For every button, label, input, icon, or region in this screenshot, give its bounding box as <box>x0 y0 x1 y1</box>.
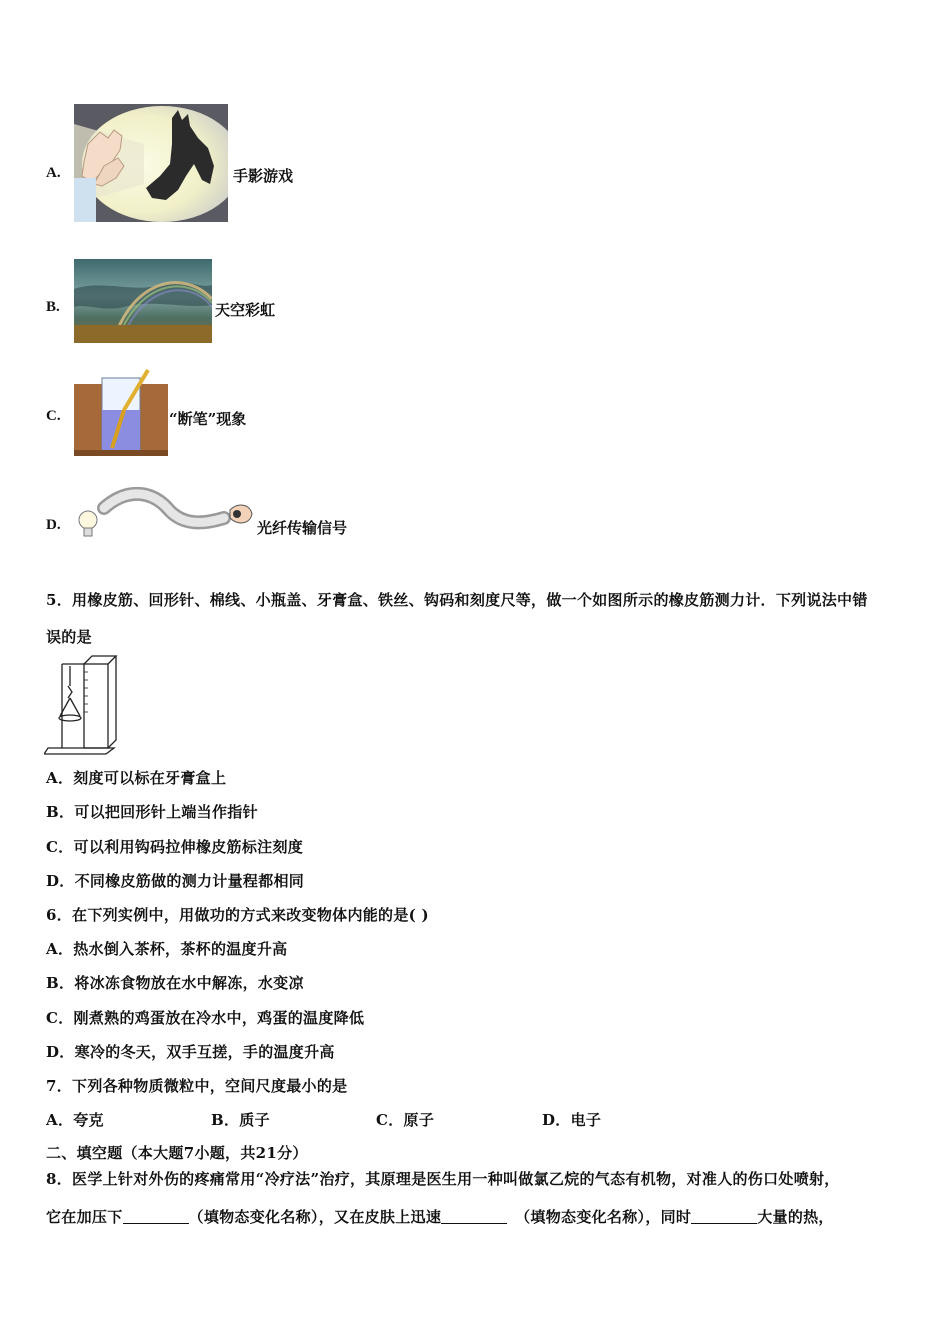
q8-blank-1[interactable] <box>123 1209 189 1224</box>
q7-stem: 7．下列各种物质微粒中，空间尺度最小的是 <box>46 1077 348 1095</box>
option-caption: 天空彩虹 <box>215 301 276 319</box>
q7-option-b[interactable]: B．质子 <box>211 1111 270 1129</box>
q6-option-c[interactable]: C．刚煮熟的鸡蛋放在冷水中，鸡蛋的温度降低 <box>46 1009 365 1027</box>
pencil-in-water-glass-image <box>74 366 168 456</box>
option-caption: 光纤传输信号 <box>257 519 348 537</box>
q8-blank-2[interactable] <box>441 1209 507 1224</box>
q8-text-part1: 它在加压下 <box>46 1208 123 1226</box>
q7-option-a[interactable]: A．夸克 <box>46 1111 104 1129</box>
rubber-band-dynamometer-figure <box>44 652 118 756</box>
hand-shadow-giraffe-image <box>74 104 228 222</box>
option-caption: 手影游戏 <box>233 167 294 185</box>
q5-option-b[interactable]: B．可以把回形针上端当作指针 <box>46 803 258 821</box>
q7-option-d[interactable]: D．电子 <box>542 1111 602 1129</box>
optical-fiber-image <box>74 484 254 544</box>
option-letter: A. <box>46 165 61 181</box>
rainbow-sky-image <box>74 259 212 343</box>
q8-line2 <box>46 1206 834 1227</box>
q8-text-part3: （填物态变化名称），同时 <box>515 1208 692 1226</box>
q8-line1: 8．医学上针对外伤的疼痛常用“冷疗法”治疗，其原理是医生用一种叫做氯乙烷的气态有机物，对准人的伤口处喷射， <box>46 1170 840 1188</box>
q5-option-a[interactable]: A．刻度可以标在牙膏盒上 <box>46 769 227 787</box>
q5-stem-line1: 5．用橡皮筋、回形针、棉线、小瓶盖、牙膏盒、铁丝、钩码和刻度尺等，做一个如图所示的橡皮筋测力计．下列说法中错 <box>46 591 868 609</box>
option-caption: “断笔”现象 <box>169 410 247 428</box>
q6-option-a[interactable]: A．热水倒入茶杯，茶杯的温度升高 <box>46 940 288 958</box>
q6-option-d[interactable]: D．寒冷的冬天，双手互搓，手的温度升高 <box>46 1043 335 1061</box>
q5-option-c[interactable]: C．可以利用钩码拉伸橡皮筋标注刻度 <box>46 838 304 856</box>
q8-blank-3[interactable] <box>691 1209 757 1224</box>
option-letter: C. <box>46 408 61 424</box>
q5-option-d[interactable]: D．不同橡皮筋做的测力计量程都相同 <box>46 872 305 890</box>
q8-text-part4: 大量的热， <box>757 1208 834 1226</box>
q8-text-part2: （填物态变化名称），又在皮肤上迅速 <box>188 1208 442 1226</box>
q6-option-b[interactable]: B．将冰冻食物放在水中解冻，水变凉 <box>46 974 304 992</box>
q6-stem: 6．在下列实例中，用做功的方式来改变物体内能的是( ) <box>46 906 429 924</box>
option-letter: D. <box>46 517 61 533</box>
q7-option-c[interactable]: C．原子 <box>376 1111 435 1129</box>
option-letter: B. <box>46 299 60 315</box>
q5-stem-line2: 误的是 <box>46 628 92 646</box>
section-heading: 二、填空题（本大题7小题，共21分） <box>46 1144 308 1162</box>
